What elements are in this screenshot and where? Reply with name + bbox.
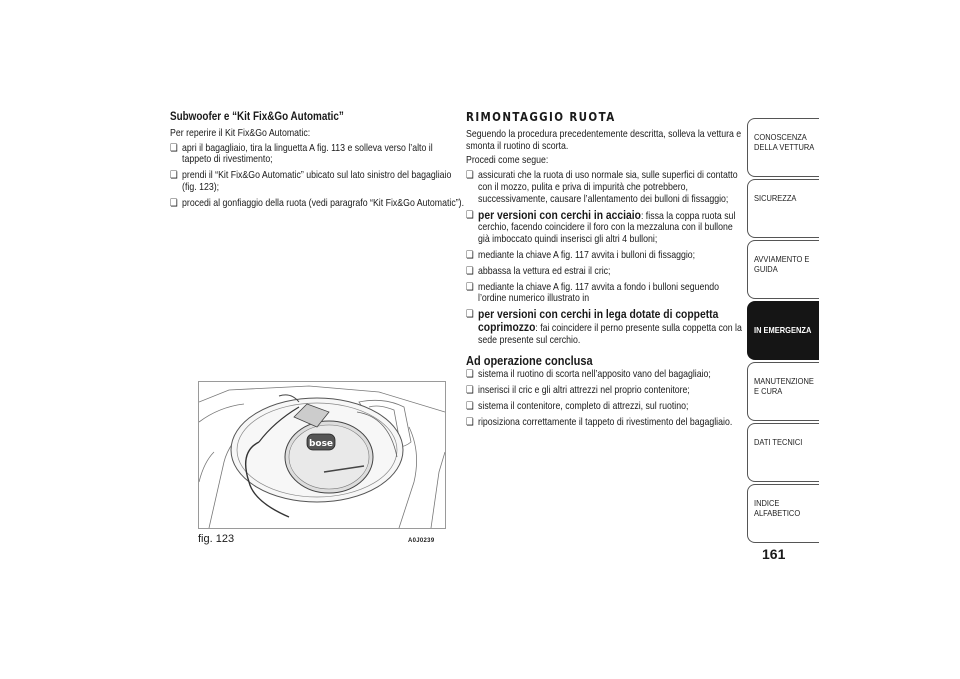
tab-label: AVVIAMENTO E GUIDA — [754, 254, 810, 274]
tab-conoscenza-della-vettura[interactable] — [747, 118, 819, 177]
list-item: ❏ inserisci il cric e gli altri attrezzi nel proprio contenitore; — [466, 385, 742, 397]
list-item: ❏ assicurati che la ruota di uso normale sia, sulle superfici di contatto con il mozzo, pulita e priva di impurità che potrebbero, successivamente, causare l’allentamento dei bulloni di fissaggio; — [466, 170, 742, 205]
intro-text: Procedi come segue: — [466, 155, 549, 167]
tab-avviamento-e-guida[interactable] — [747, 240, 819, 299]
logo-text: bose — [308, 439, 334, 449]
tab-label: IN EMERGENZA — [754, 325, 812, 335]
list-item: ❏ riposiziona correttamente il tappeto di rivestimento del bagagliaio. — [466, 417, 742, 429]
list-item — [466, 309, 742, 346]
page-number: 161 — [762, 546, 786, 562]
list-item: ❏ mediante la chiave A fig. 117 avvita i bulloni di fissaggio; — [466, 250, 742, 262]
figure-code: A0J0239 — [408, 538, 435, 544]
chapter-tabs — [747, 118, 819, 545]
list-item: ❏ sistema il contenitore, completo di attrezzi, sul ruotino; — [466, 401, 742, 413]
subheading-ad-operazione: Ad operazione conclusa — [466, 352, 593, 368]
intro-text: Seguendo la procedura precedentemente descritta, solleva la vettura e smonta il ruotino di scorta. — [466, 128, 742, 152]
figure-caption: fig. 123 — [198, 533, 235, 545]
list-item: ❏ sistema il ruotino di scorta nell’apposito vano del bagagliaio; — [466, 369, 742, 381]
left-column — [170, 111, 465, 214]
list-item: ❏ abbassa la vettura ed estrai il cric; — [466, 266, 742, 278]
figure-trunk-illustration — [198, 381, 446, 529]
list-item — [466, 207, 742, 246]
right-column — [466, 110, 742, 433]
tab-indice-alfabetico[interactable] — [747, 484, 819, 543]
bullet-list — [466, 170, 742, 346]
list-item-text: : fai coincidere il perno presente sulla coppetta con la sede presente sul cerchio. — [478, 322, 742, 346]
bullet-list — [170, 143, 464, 210]
tab-label: INDICE ALFABETICO — [754, 498, 801, 518]
bullet-list-final — [466, 369, 742, 428]
tab-label: SICUREZZA — [754, 193, 797, 203]
list-item-lead: per versioni con cerchi in acciaio — [478, 207, 641, 222]
tab-label: MANUTENZIONE E CURA — [754, 376, 814, 396]
tab-in-emergenza[interactable] — [747, 301, 819, 360]
section-heading-rimontaggio: RIMONTAGGIO RUOTA — [466, 110, 616, 124]
trunk-illustration — [199, 382, 445, 528]
list-item: ❏ mediante la chiave A fig. 117 avvita a fondo i bulloni seguendo l’ordine numerico illustrato in — [466, 282, 742, 306]
section-heading-subwoofer: Subwoofer e “Kit Fix&Go Automatic” — [170, 111, 344, 123]
intro-text: Per reperire il Kit Fix&Go Automatic: — [170, 127, 311, 139]
tab-manutenzione-e-cura[interactable] — [747, 362, 819, 421]
list-item: ❏ prendi il “Kit Fix&Go Automatic” ubicato sul lato sinistro del bagagliaio (fig. 123); — [170, 170, 464, 194]
tab-label: CONOSCENZA DELLA VETTURA — [754, 132, 815, 152]
tab-sicurezza[interactable] — [747, 179, 819, 238]
list-item: ❏ apri il bagagliaio, tira la linguetta A fig. 113 e solleva verso l’alto il tappeto di rivestimento; — [170, 143, 464, 167]
list-item-lead: per versioni con cerchi in lega dotate di coppetta coprimozzo — [478, 307, 719, 334]
tab-dati-tecnici[interactable] — [747, 423, 819, 482]
tab-label: DATI TECNICI — [754, 437, 803, 447]
list-item-text: : fissa la coppa ruota sul cerchio, facendo coincidere il foro con la mezzaluna con il bullone già imboccato quindi inserisci gli altri 4 bulloni; — [478, 210, 736, 246]
list-item: ❏ procedi al gonfiaggio della ruota (vedi paragrafo “Kit Fix&Go Automatic”). — [170, 198, 464, 210]
